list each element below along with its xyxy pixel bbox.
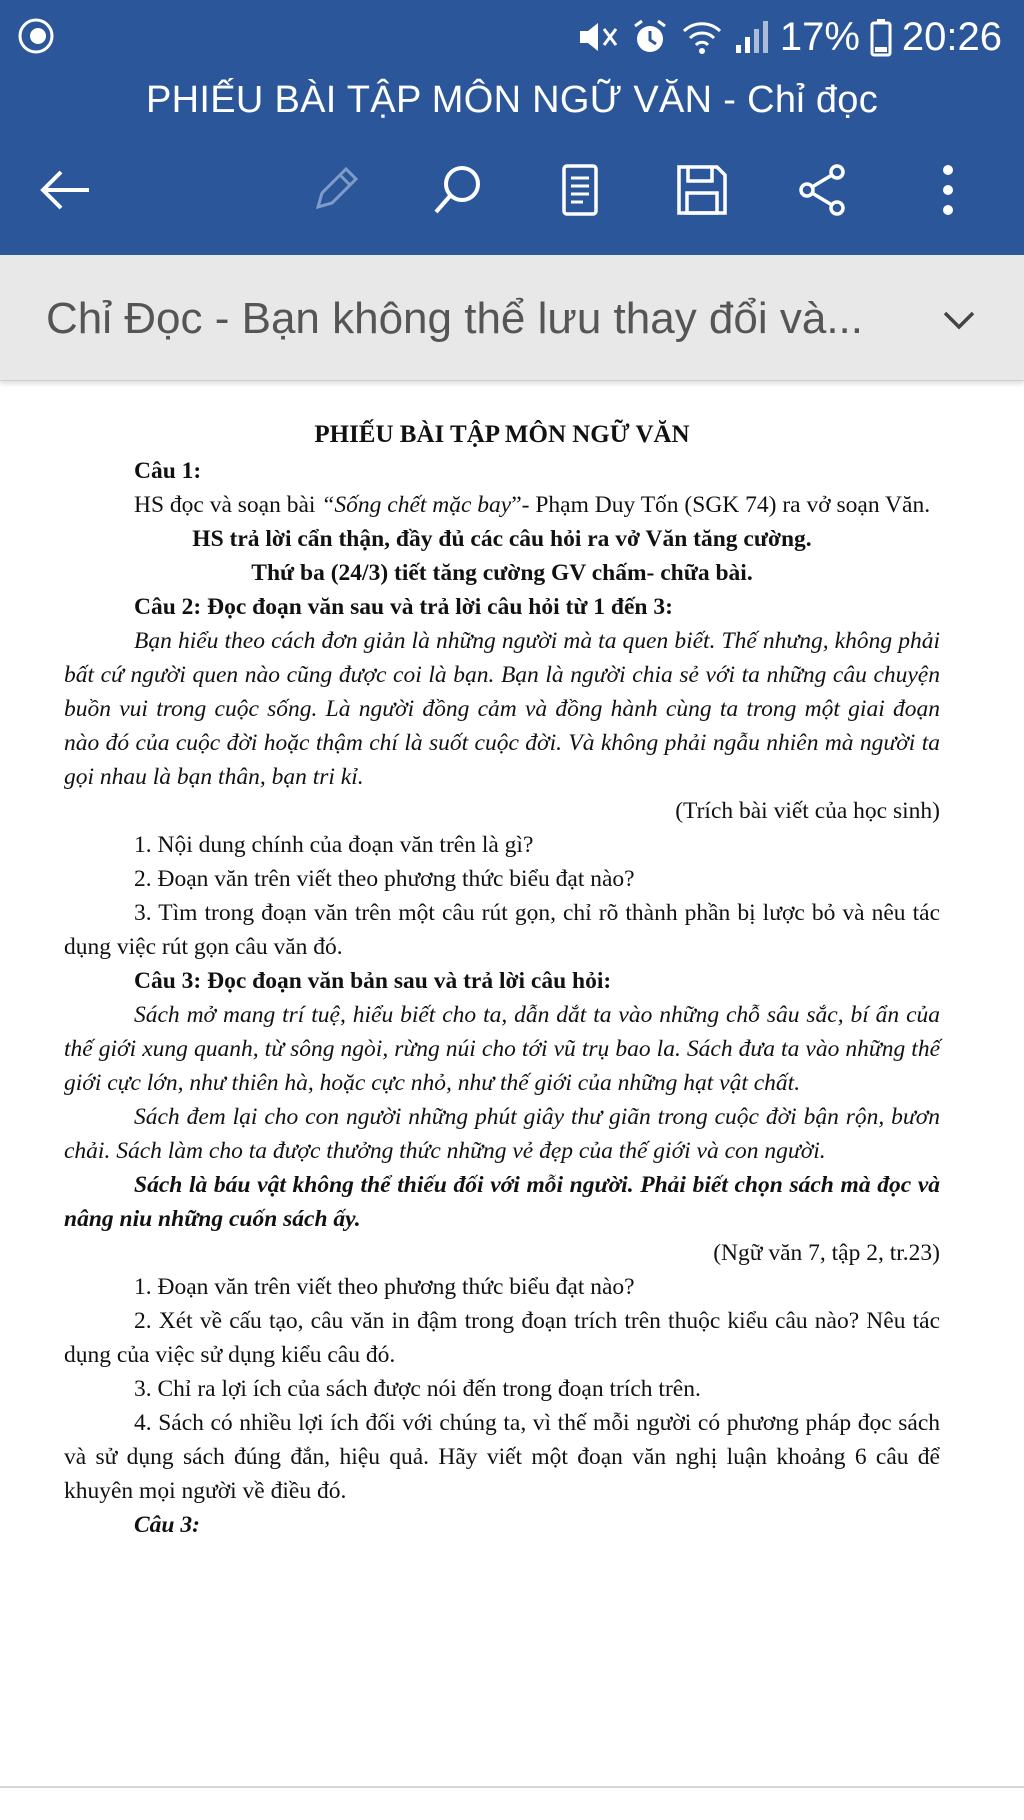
question-3-passage-3: Sách là báu vật không thể thiếu đối với mỗi người. Phải biết chọn sách mà đọc và nâng niu những cuốn sách ấy. [64, 1172, 940, 1232]
question-3-item: 4. Sách có nhiều lợi ích đối với chúng ta, vì thế mỗi người có phương pháp đọc sách và sử dụng sách đúng đắn, hiệu quả. Hãy viết một đoạn văn nghị luận khoảng 6 câu để khuyên mọi người về điều đó. [64, 1410, 940, 1504]
share-icon [795, 162, 851, 218]
back-arrow-icon [37, 166, 93, 214]
question-3-item: 3. Chỉ ra lợi ích của sách được nói đến trong đoạn trích trên. [134, 1376, 701, 1402]
question-2-passage: Bạn hiểu theo cách đơn giản là những người mà ta quen biết. Thế nhưng, không phải bất cứ người quen nào cũng được coi là bạn. Bạn là người chia sẻ với ta những câu chuyện buồn vui trong cuộc sống. Là người đồng cảm và đồng hành cùng ta trong một giai đoạn nào đó của cuộc đời hoặc thậm chí là suốt cuộc đời. Và không phải ngẫu nhiên mà người ta gọi nhau là bạn thân, bạn tri kỉ. [64, 628, 940, 790]
question-3-label: Câu 3: Đọc đoạn văn bản sau và trả lời câu hỏi: [134, 968, 612, 994]
question-2-label: Câu 2: Đọc đoạn văn sau và trả lời câu hỏi từ 1 đến 3: [134, 594, 673, 620]
pencil-icon [308, 163, 362, 217]
question-2-item: 1. Nội dung chính của đoạn văn trên là gì? [134, 832, 534, 858]
question-2-item: 3. Tìm trong đoạn văn trên một câu rút gọn, chỉ rõ thành phần bị lược bỏ và nêu tác dụng việc rút gọn câu văn đó. [64, 900, 940, 960]
question-3-source: (Ngữ văn 7, tập 2, tr.23) [713, 1240, 940, 1266]
status-bar [0, 0, 1024, 72]
question-1-label: Câu 1: [134, 458, 202, 484]
question-3-passage-1: Sách mở mang trí tuệ, hiểu biết cho ta, dẫn dắt ta vào những chỗ sâu sắc, bí ẩn của thế giới xung quanh, từ sông ngòi, rừng núi cho tới vũ trụ bao la. Sách đưa ta vào những thế giới cực lớn, như thiên hà, hoặc cực nhỏ, như thế giới của những hạt vật chất. [64, 1002, 940, 1096]
question-4-label: Câu 3: [134, 1512, 200, 1538]
app-header [0, 0, 1024, 255]
toolbar [0, 150, 1024, 230]
share-button[interactable] [783, 150, 863, 230]
question-2-item: 2. Đoạn văn trên viết theo phương thức biểu đạt nào? [134, 866, 635, 892]
document-heading: PHIẾU BÀI TẬP MÔN NGỮ VĂN [314, 421, 690, 448]
back-button[interactable] [25, 150, 105, 230]
question-3-passage-2: Sách đem lại cho con người những phút giây thư giãn trong cuộc đời bận rộn, bươn chải. Sách làm cho ta được thưởng thức những vẻ đẹp của thế giới và con người. [64, 1104, 940, 1164]
search-button[interactable] [418, 150, 498, 230]
chevron-down-icon [942, 310, 976, 330]
question-3-item: 2. Xét về cấu tạo, câu văn in đậm trong đoạn trích trên thuộc kiểu câu nào? Nêu tác dụng của việc sử dụng kiểu câu đó. [64, 1308, 940, 1368]
mute-icon [576, 17, 620, 57]
question-1-text: HS đọc và soạn bài “Sống chết mặc bay”- Phạm Duy Tốn (SGK 74) ra vở soạn Văn. [134, 492, 931, 518]
question-3-item: 1. Đoạn văn trên viết theo phương thức biểu đạt nào? [134, 1274, 635, 1300]
more-icon [940, 162, 956, 218]
save-button[interactable] [662, 150, 742, 230]
clock-time: 20:26 [901, 14, 1002, 59]
document-title: PHIẾU BÀI TẬP MÔN NGỮ VĂN - Chỉ đọc [145, 79, 879, 121]
battery-icon [870, 17, 892, 57]
reading-view-icon [560, 162, 600, 218]
battery-percent: 17% [779, 14, 860, 59]
reading-view-button[interactable] [540, 150, 620, 230]
read-only-message: Chỉ Đọc - Bạn không thể lưu thay đổi và... [46, 294, 864, 343]
search-icon [430, 162, 486, 218]
document-body [64, 418, 940, 1542]
signal-icon [734, 17, 770, 57]
question-1-note-2: Thứ ba (24/3) tiết tăng cường GV chấm- chữa bài. [251, 560, 753, 586]
question-2-source: (Trích bài viết của học sinh) [675, 798, 940, 824]
smart-stay-icon [16, 16, 56, 56]
page-bottom-divider [0, 1786, 1024, 1788]
save-icon [674, 162, 730, 218]
expand-banner-button[interactable] [924, 285, 994, 355]
alarm-icon [630, 17, 670, 57]
question-1-note-1: HS trả lời cẩn thận, đầy đủ các câu hỏi ra vở Văn tăng cường. [192, 526, 812, 552]
edit-button[interactable] [295, 150, 375, 230]
read-only-banner[interactable] [0, 255, 1024, 381]
wifi-icon [680, 17, 724, 57]
more-options-button[interactable] [908, 150, 988, 230]
